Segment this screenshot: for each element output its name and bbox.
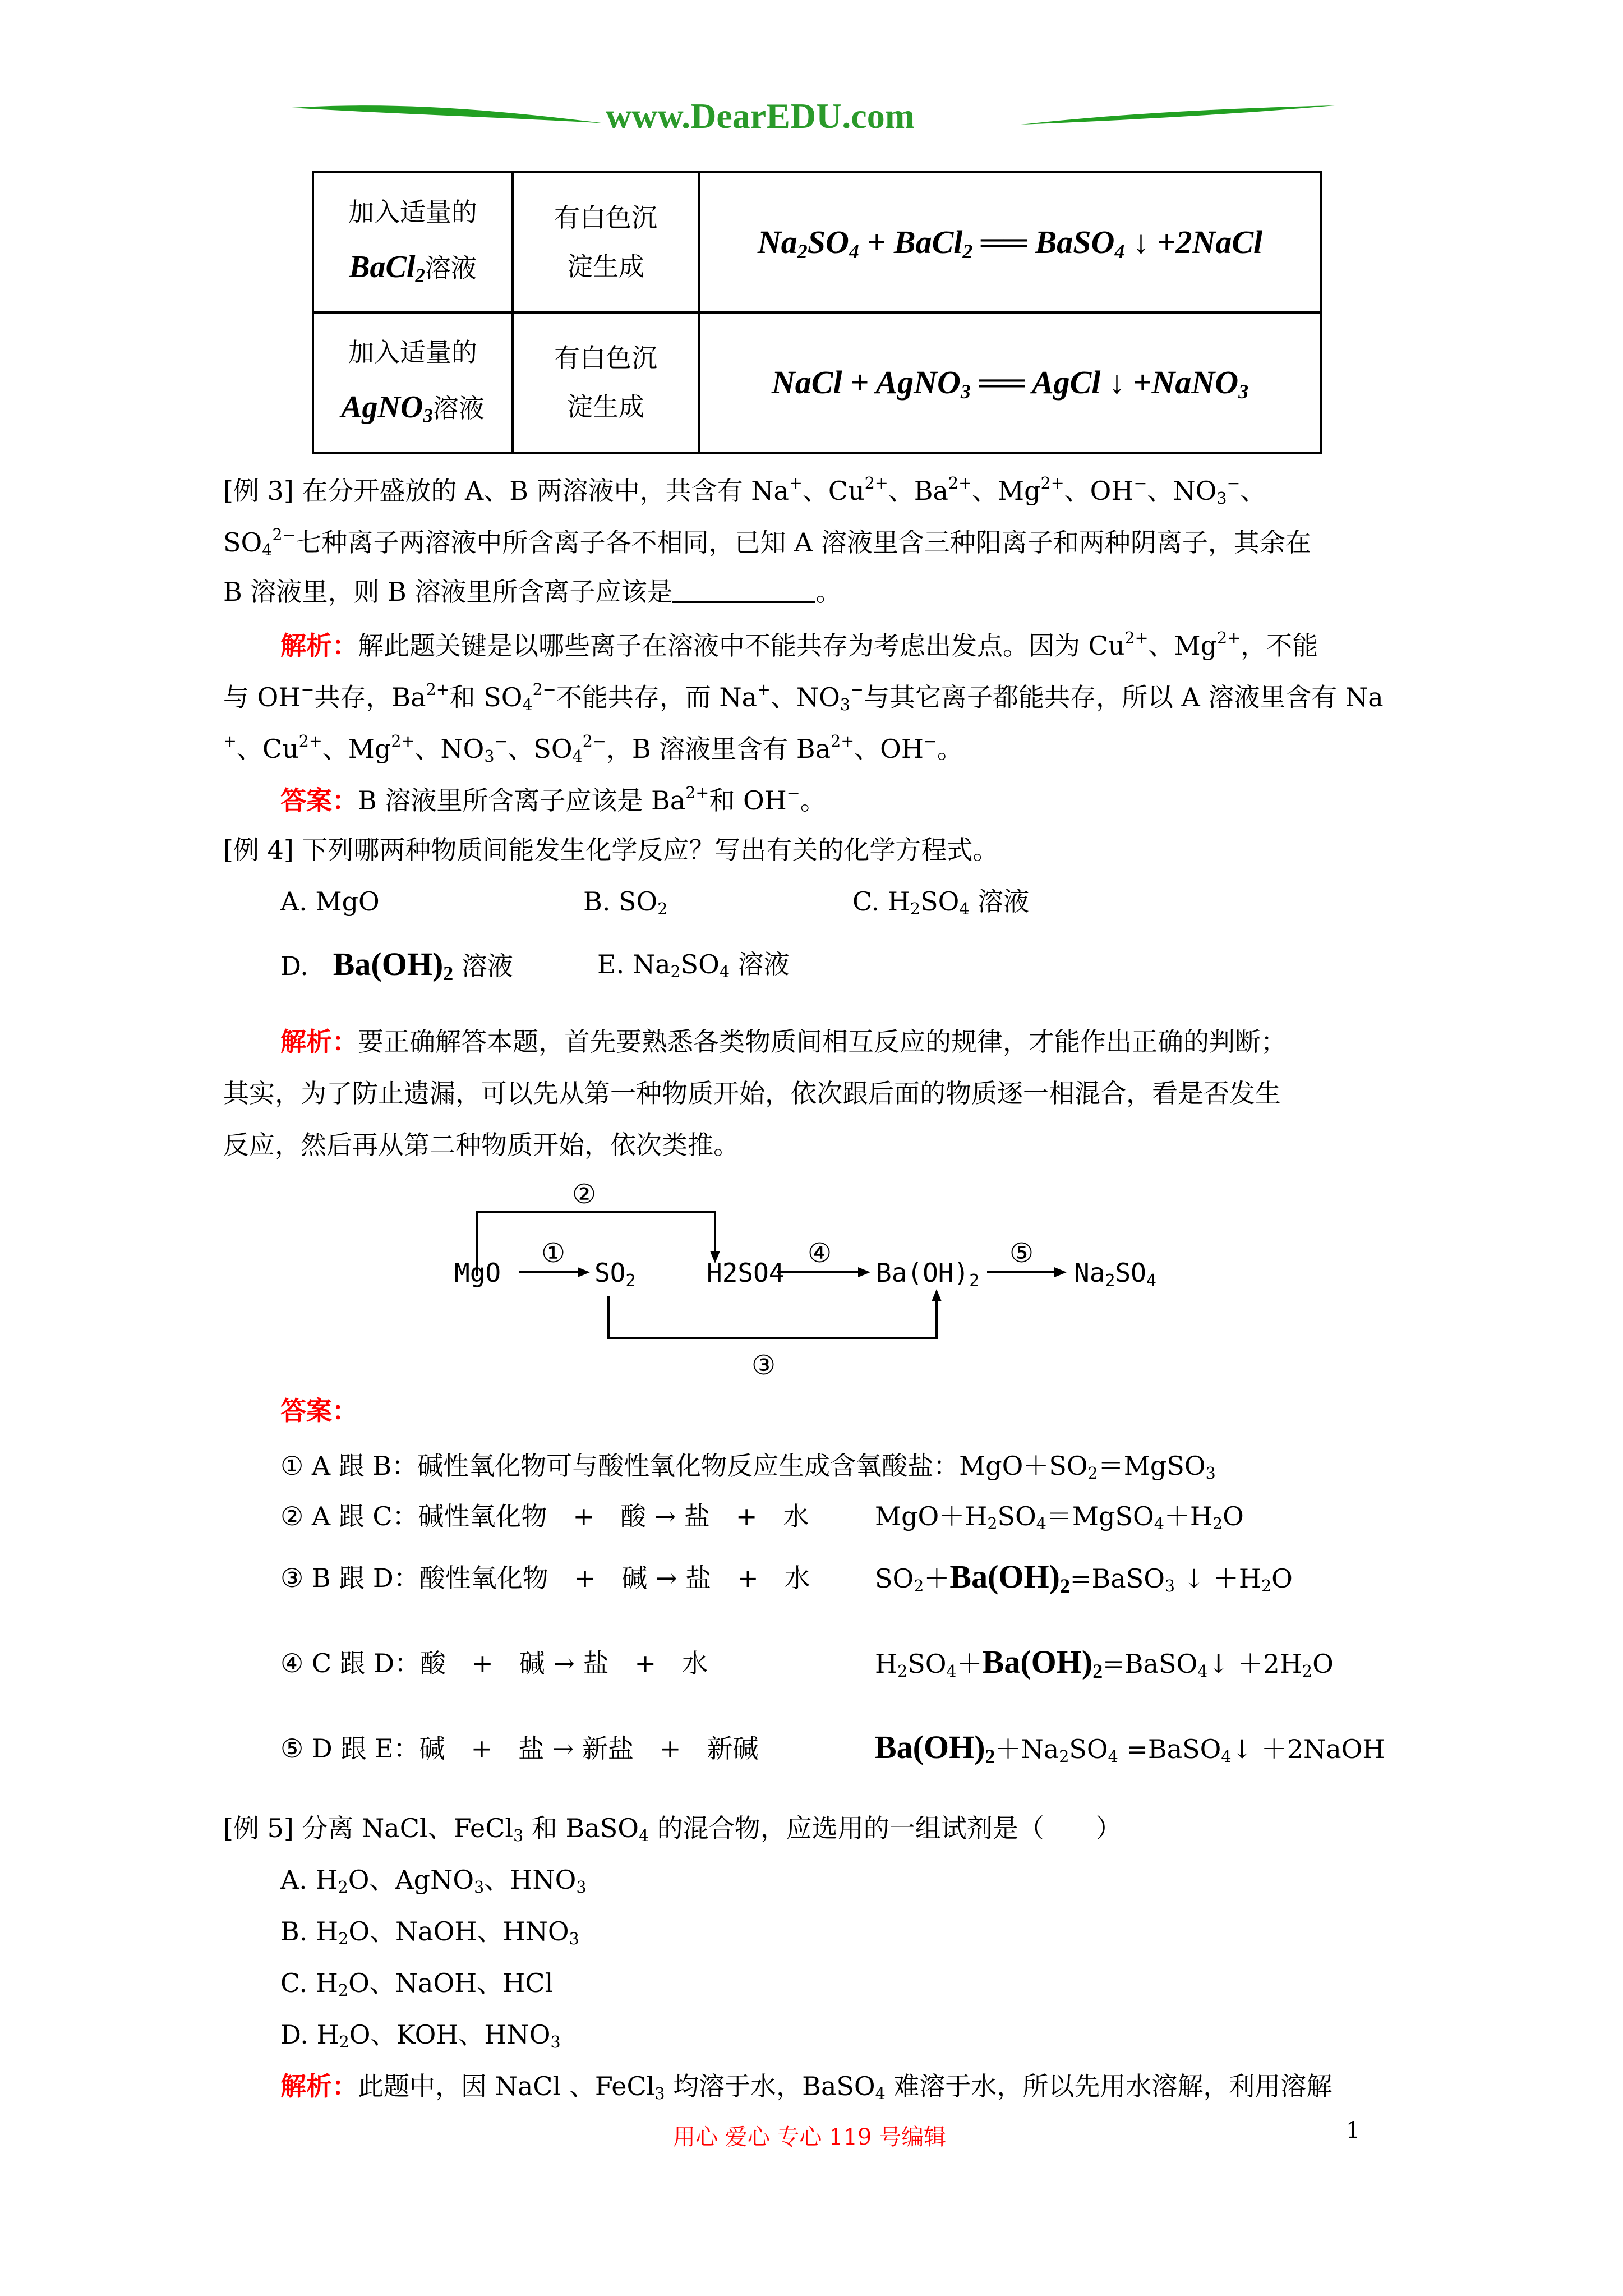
- ex4-option-d: D. $Ba(OH)_2$ 溶液: [280, 946, 513, 984]
- ex4-option-b: B. $SO_2$: [583, 886, 668, 919]
- operation-formula: AgNO$_3$溶液: [341, 389, 485, 427]
- node-so2: SO2: [594, 1258, 636, 1291]
- table-row: [313, 312, 1321, 453]
- footer-note: 用心 爱心 专心 119 号编辑: [673, 2124, 947, 2150]
- ex4-answer-4-right: $H_2SO_4+Ba(OH)_2=BaSO_4↓ +2H_2O$: [875, 1644, 1334, 1682]
- label-5: ⑤: [1009, 1237, 1034, 1269]
- reaction-diagram: [449, 1161, 1189, 1380]
- ex5-option-b: B. $H_2O$、NaOH、$HNO_3$: [280, 1916, 579, 1949]
- equation-cell: [699, 172, 1321, 312]
- node-h2so4: H2SO4: [707, 1258, 785, 1288]
- ex4-answer-5-left: ⑤ D 跟 E：碱 + 盐 → 新盐 + 新碱: [280, 1733, 759, 1764]
- equation-cell: [699, 312, 1321, 453]
- operation-text: 加入适量的: [348, 337, 477, 368]
- phenomenon-text: 有白色沉: [554, 202, 657, 233]
- arrowhead: [932, 1289, 942, 1301]
- analysis-label: 解析：: [280, 1027, 358, 1057]
- ex4-answer-3-left: ③ B 跟 D：酸性氧化物 + 碱 → 盐 + 水: [280, 1563, 810, 1593]
- phenomenon-text: 淀生成: [567, 392, 644, 422]
- ex4-answer-5-right: $Ba(OH)_2+Na_2SO_4$ =BaSO$_4$↓ ＋2NaOH: [875, 1729, 1385, 1768]
- analysis-label: 解析：: [280, 2071, 358, 2101]
- ex4-option-e: E. $Na_2SO_4$ 溶液: [597, 949, 790, 982]
- ex3-analysis2: 与 OH−共存，$Ba^{2+}$和 $SO_4^{2-}$不能共存，而 Na+、$NO_3^-$与其它离子都能共存，所以 A 溶液里含有 Na: [223, 680, 1384, 715]
- ex5-option-c: C. $H_2O$、NaOH、HCl: [280, 1968, 554, 2000]
- ex4-analysis2: 其实，为了防止遗漏，可以先从第一种物质开始，依次跟后面的物质逐一相混合，看是否发生: [223, 1078, 1281, 1108]
- label-1: ①: [541, 1237, 566, 1269]
- ex3-analysis3: +、$Cu^{2+}$、$Mg^{2+}$、$NO_3^-$、$SO_4^{2-}$，B 溶液里含有 $Ba^{2+}$、OH−。: [223, 732, 963, 766]
- label-3: ③: [751, 1350, 776, 1380]
- ex5-analysis1: 解析：此题中，因 NaCl 、FeCl$_3$ 均溶于水，BaSO$_4$ 难溶于水，所以先用水溶解，利用溶解: [280, 2071, 1332, 2104]
- ex3-line3: B 溶液里，则 B 溶液里所含离子应该是 。: [223, 577, 842, 607]
- ex4-analysis1: 解析：要正确解答本题，首先要熟悉各类物质间相互反应的规律，才能作出正确的判断；: [280, 1027, 1287, 1057]
- node-baoh2: Ba(OH)2: [876, 1258, 980, 1291]
- ex3-analysis1: 解析：解此题关键是以哪些离子在溶液中不能共存为考虑出发点。因为 $Cu^{2+}$、$Mg^{2+}$，不能: [280, 629, 1318, 661]
- ex4-title: [例 4] 下列哪两种物质间能发生化学反应？写出有关的化学方程式。: [223, 835, 999, 865]
- operation-cell: [313, 312, 513, 453]
- answer-blank[interactable]: [672, 579, 815, 603]
- equation: $Na_2SO_4$ + BaCl$_2$ ══ BaSO$_4$ ↓ +2NaCl: [757, 223, 1263, 263]
- ex4-answer-2-left: ② A 跟 C：碱性氧化物 + 酸 → 盐 + 水: [280, 1501, 809, 1531]
- ex4-answer-3-right: $SO_2+Ba(OH)_2=BaSO_3$ ↓ $+H_2O$: [875, 1558, 1293, 1597]
- page-number: 1: [1346, 2118, 1361, 2143]
- ex4-answer-4-left: ④ C 跟 D：酸 + 碱 → 盐 + 水: [280, 1648, 708, 1678]
- node-mgo: MgO: [454, 1258, 501, 1288]
- operation-cell: [313, 172, 513, 312]
- phenomenon-text: 淀生成: [567, 251, 644, 282]
- arrow-3-path: [608, 1296, 937, 1338]
- arrowhead: [1054, 1267, 1067, 1277]
- bauoh2-formula: $Ba(OH)_2$: [333, 946, 454, 984]
- analysis-label: 解析：: [280, 630, 358, 661]
- reaction-table: [312, 171, 1322, 454]
- ex4-analysis3: 反应，然后再从第二种物质开始，依次类推。: [223, 1130, 739, 1160]
- operation-text: 加入适量的: [348, 197, 477, 228]
- header-banner: [292, 95, 1335, 140]
- node-na2so4: Na2SO4: [1074, 1258, 1156, 1291]
- phenomenon-cell: [513, 172, 699, 312]
- equation: NaCl + AgNO$_3$ ══ AgCl ↓ +NaNO$_3$: [771, 364, 1249, 403]
- ex3-line1: [例 3] 在分开盛放的 A、B 两溶液中，共含有 Na+、$Cu^{2+}$、$Ba^{2+}$、$Mg^{2+}$、OH−、$NO_3^-$、: [223, 474, 1266, 508]
- phenomenon-text: 有白色沉: [554, 342, 657, 373]
- label-2: ②: [572, 1179, 597, 1210]
- ex4-option-c: C. $H_2SO_4$ 溶液: [852, 886, 1030, 919]
- answer-label: 答案：: [280, 785, 358, 816]
- arrowhead: [858, 1267, 870, 1277]
- table-row: [313, 172, 1321, 312]
- ex5-option-d: D. $H_2O$、KOH、$HNO_3$: [280, 2019, 561, 2052]
- ex4-answer-label: [280, 1398, 358, 1424]
- ex4-answer-1: ① A 跟 B：碱性氧化物可与酸性氧化物反应生成含氧酸盐：$MgO+SO_2=MgSO_3$: [280, 1451, 1216, 1483]
- operation-formula: BaCl$_2$溶液: [349, 249, 477, 287]
- ex5-option-a: A. $H_2O$、AgNO$_3$、$HNO_3$: [280, 1865, 587, 1897]
- ex4-answer-2-right: $MgO+H_2SO_4=MgSO_4+H_2O$: [875, 1501, 1244, 1534]
- ex5-title: [例 5] 分离 NaCl、FeCl$_3$ 和 BaSO$_4$ 的混合物，应选用的一组试剂是（ ）: [223, 1813, 1122, 1846]
- label-4: ④: [808, 1237, 832, 1269]
- ex4-option-a: A. MgO: [280, 886, 380, 917]
- phenomenon-cell: [513, 312, 699, 453]
- arrowhead: [578, 1267, 590, 1277]
- ex3-answer: 答案：B 溶液里所含离子应该是 $Ba^{2+}$和 OH−。: [280, 784, 826, 816]
- answer-label: 答案：: [280, 1396, 358, 1426]
- header-site-name[interactable]: www.DearEDU.com: [606, 96, 915, 136]
- ex3-line2: $SO_4^{2-}$七种离子两溶液中所含离子各不相同，已知 A 溶液里含三种阳离子和两种阴离子，其余在: [223, 526, 1311, 560]
